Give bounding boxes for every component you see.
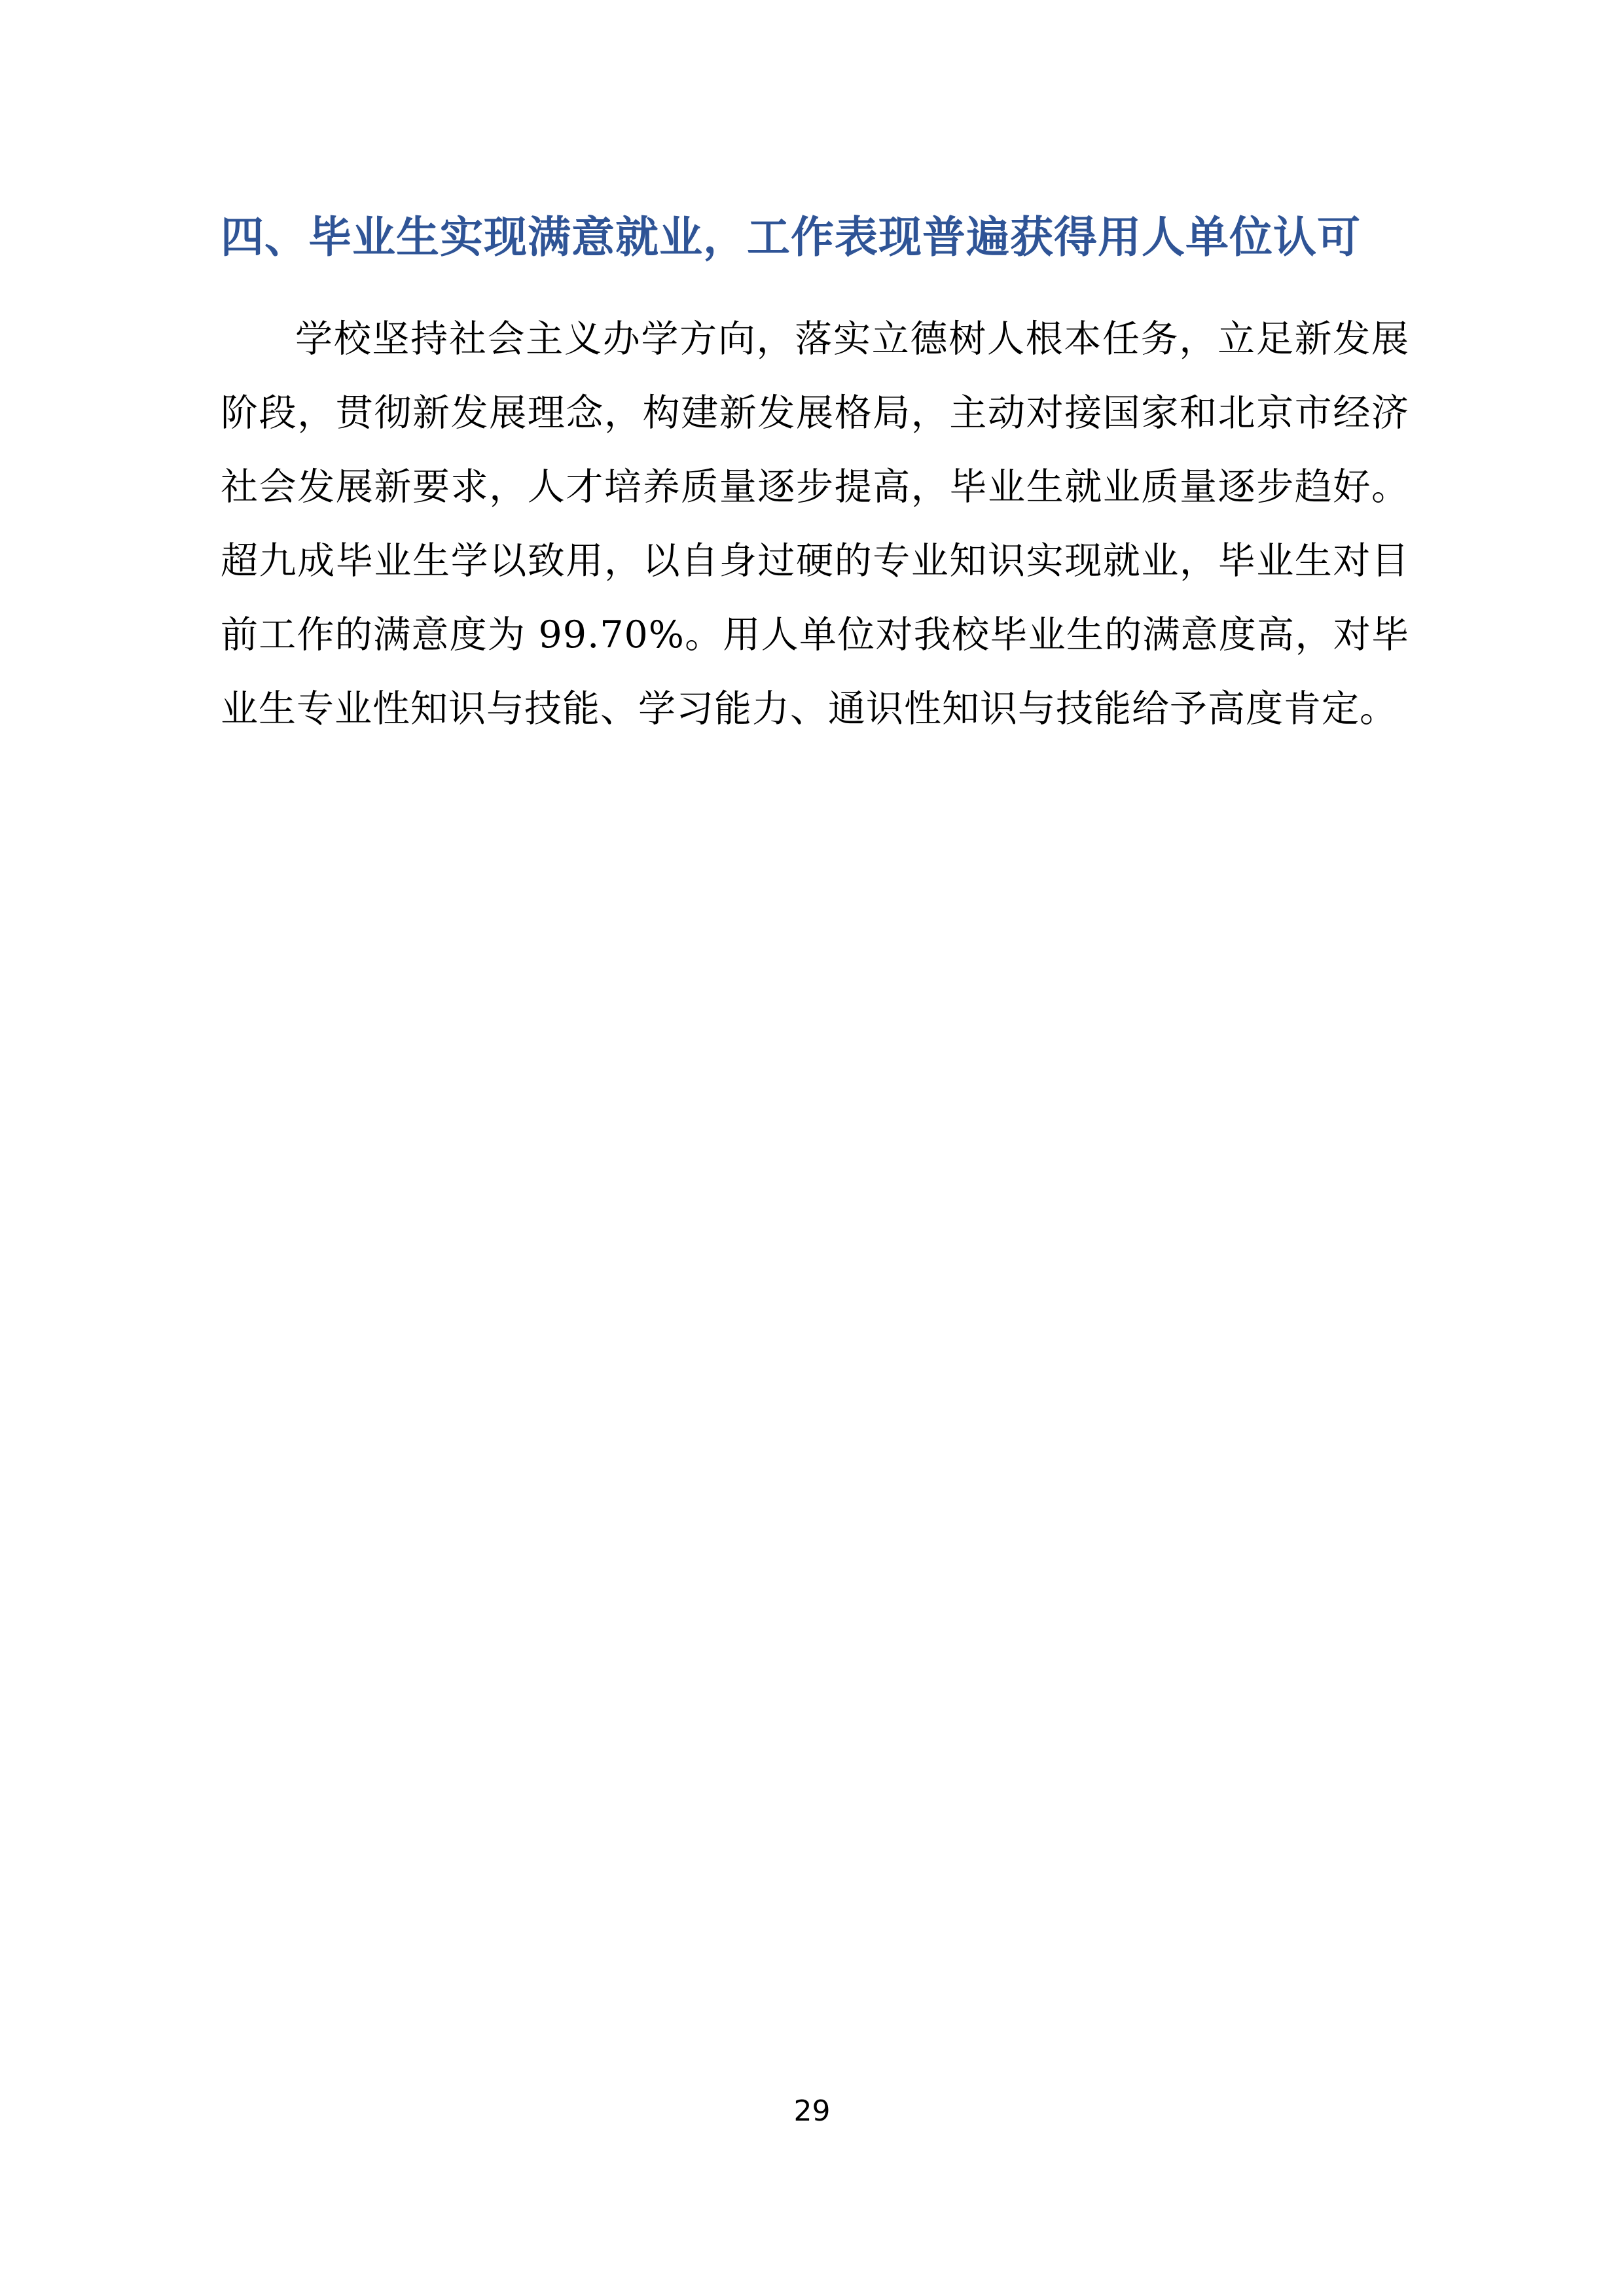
section-heading: 四、毕业生实现满意就业，工作表现普遍获得用人单位认可 [221, 211, 1361, 262]
page-number: 29 [793, 2094, 831, 2128]
body-paragraph: 学校坚持社会主义办学方向，落实立德树人根本任务，立足新发展阶段，贯彻新发展理念，构建新发展格局，主动对接国家和北京市经济社会发展新要求，人才培养质量逐步提高，毕业生就业质量逐步趋好。超九成毕业生学以致用，以自身过硬的专业知识实现就业，毕业生对目前工作的满意度为 99.70%。用人单位对我校毕业生的满意度高，对毕业生专业性知识与技能、学习能力、通识性知识与技能给予高度肯定。 [221, 317, 1409, 730]
